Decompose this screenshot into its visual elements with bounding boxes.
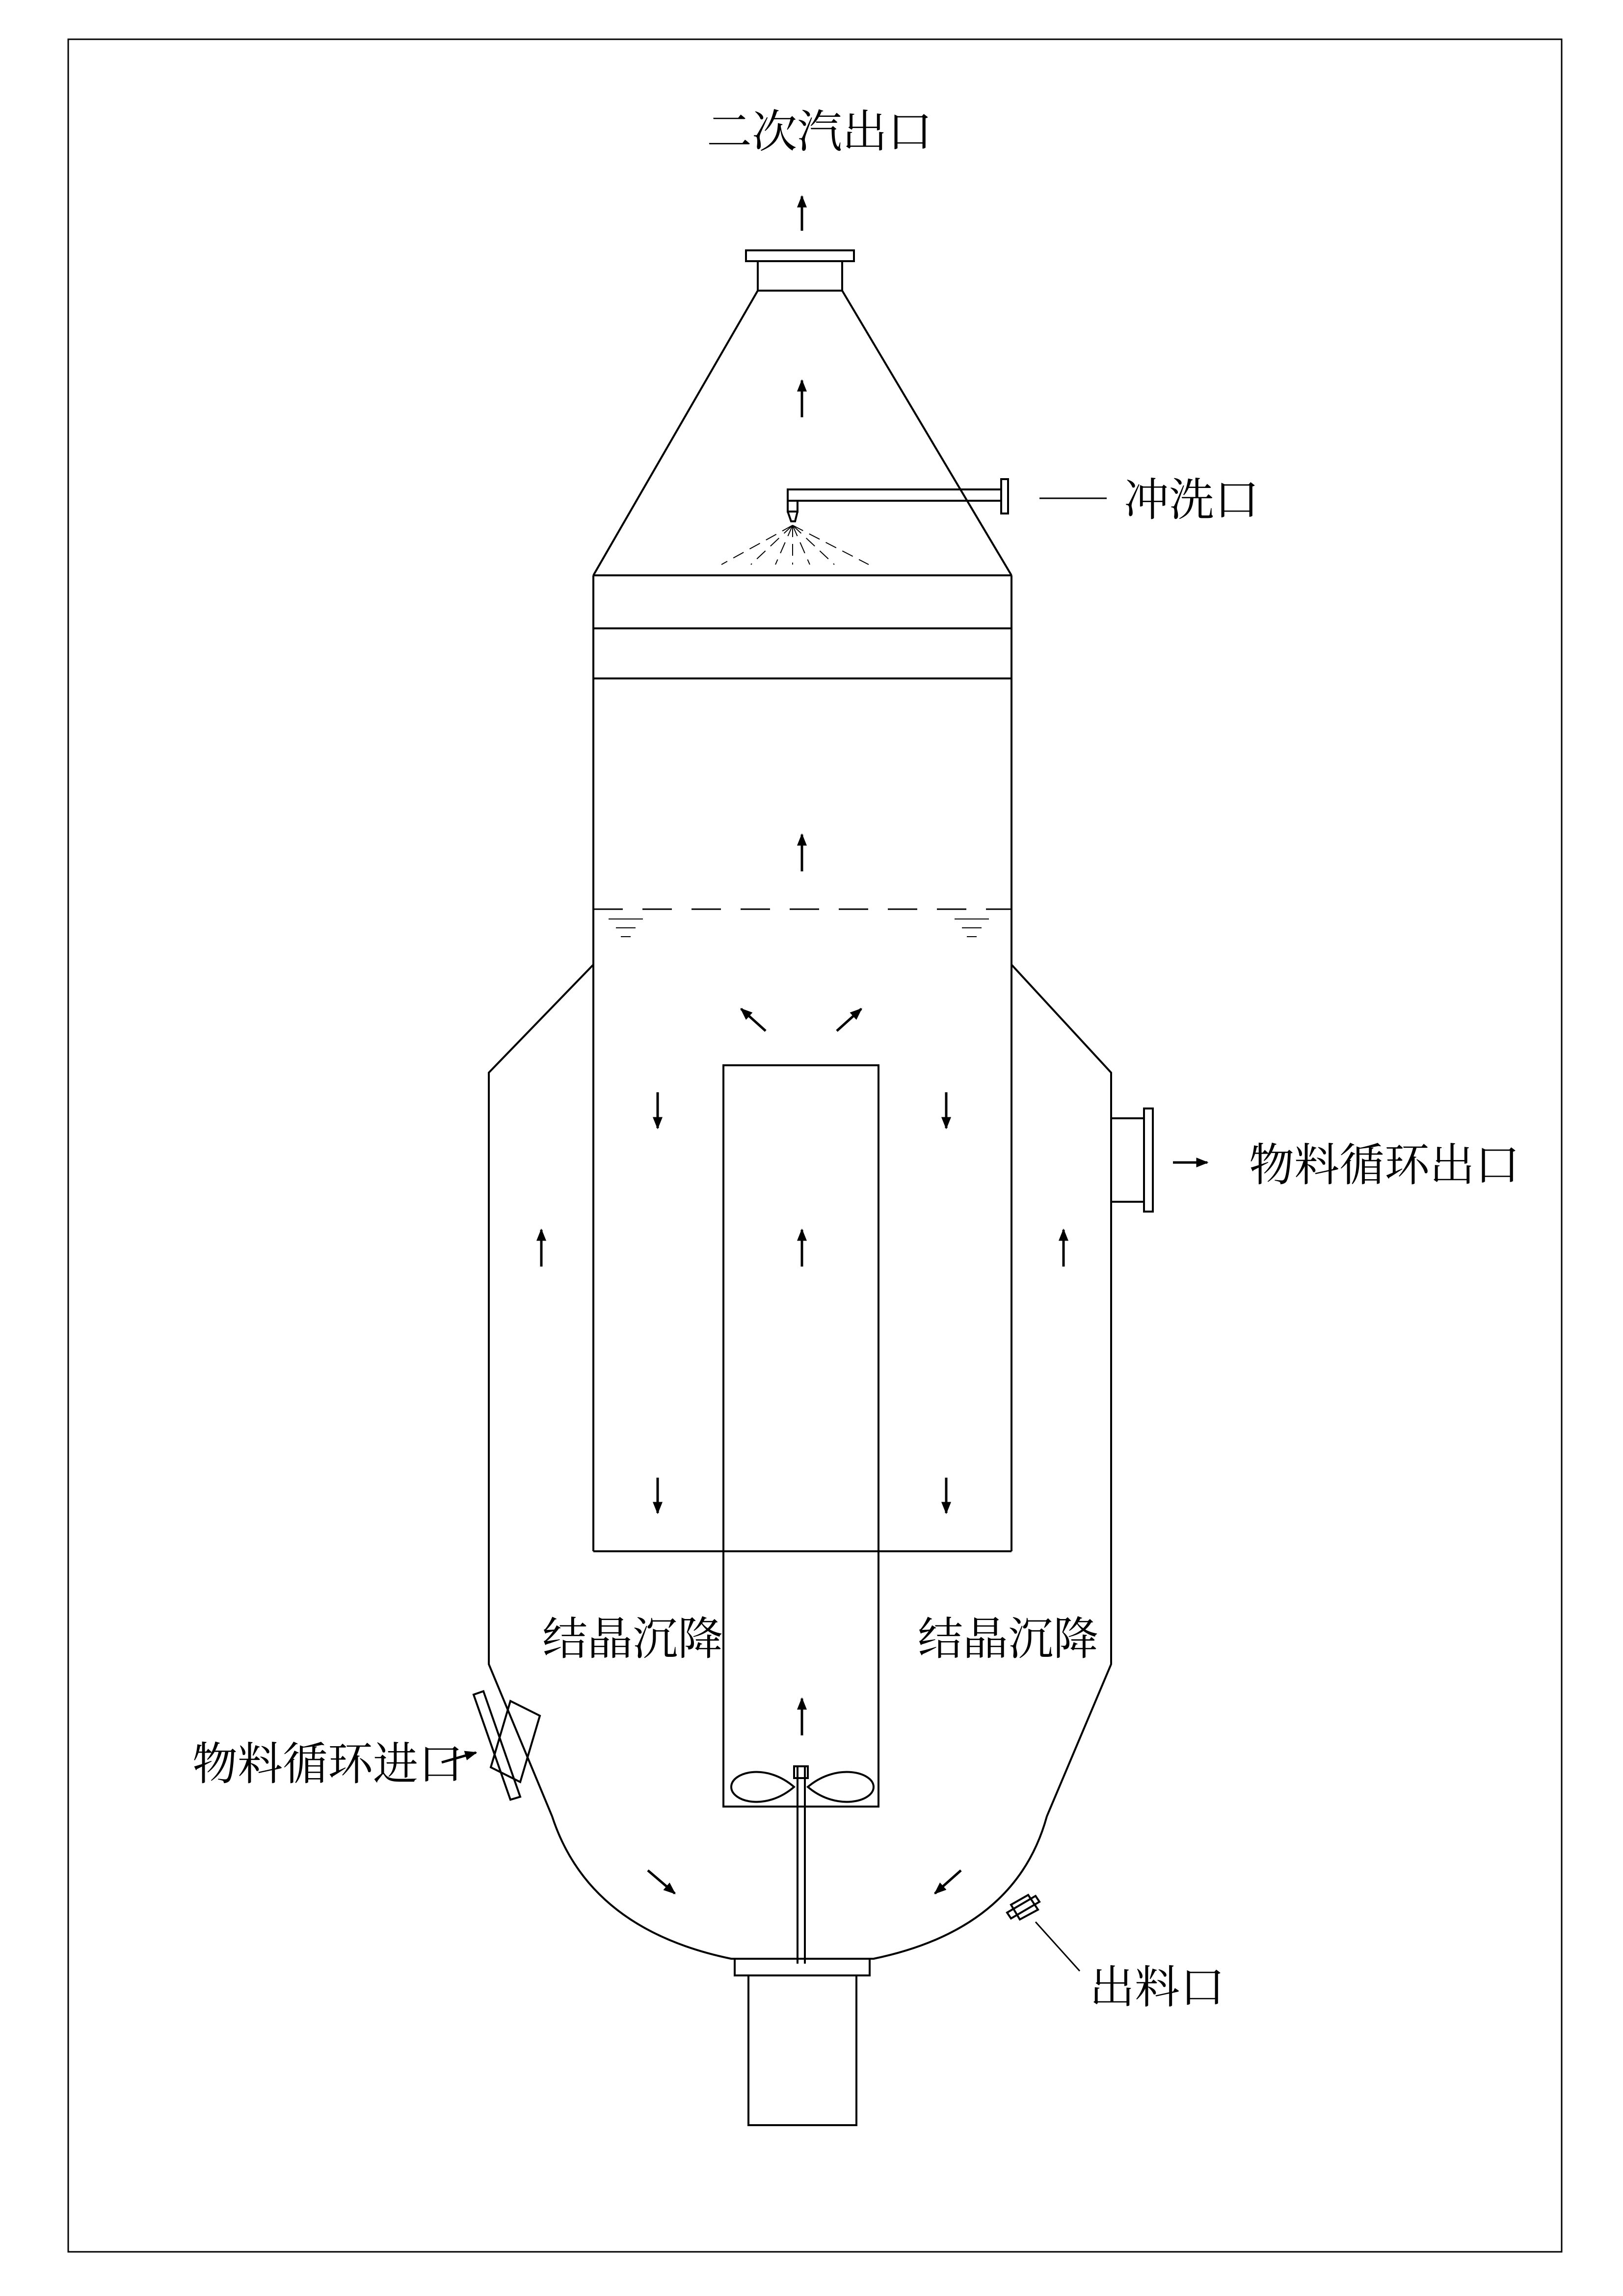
label-flush-port: 冲洗口: [1124, 474, 1260, 526]
label-recirc-outlet: 物料循环出口: [1249, 1139, 1520, 1191]
agitator: [731, 1766, 874, 1964]
label-discharge-port: 出料口: [1090, 1961, 1225, 2014]
arrow-bottom-right-in: [935, 1870, 961, 1893]
discharge-nozzle: [1007, 1895, 1080, 1971]
recirc-outlet-nozzle: [1111, 1108, 1153, 1212]
demister-mesh: [593, 628, 1011, 678]
arrow-bottom-left-in: [648, 1870, 675, 1893]
flush-pipe: [788, 479, 1107, 521]
arrow-spread-left: [741, 1009, 766, 1031]
draft-tube: [723, 1065, 878, 1807]
spray-pattern: [721, 525, 869, 565]
arrow-spread-right: [837, 1009, 861, 1031]
label-settling-right: 结晶沉降: [918, 1613, 1099, 1665]
liquid-level: [593, 909, 1011, 937]
vapor-outlet-nozzle: [746, 250, 854, 291]
bottom-leg: [735, 1959, 870, 2125]
label-settling-left: 结晶沉降: [542, 1613, 723, 1665]
label-vapor-outlet: 二次汽出口: [707, 106, 933, 158]
label-recirc-inlet: 物料循环进口: [192, 1738, 464, 1790]
conical-head: [593, 291, 1011, 575]
upper-shell: [593, 575, 1011, 1551]
labels: [192, 106, 1520, 2014]
outer-shell: [489, 965, 1111, 1959]
